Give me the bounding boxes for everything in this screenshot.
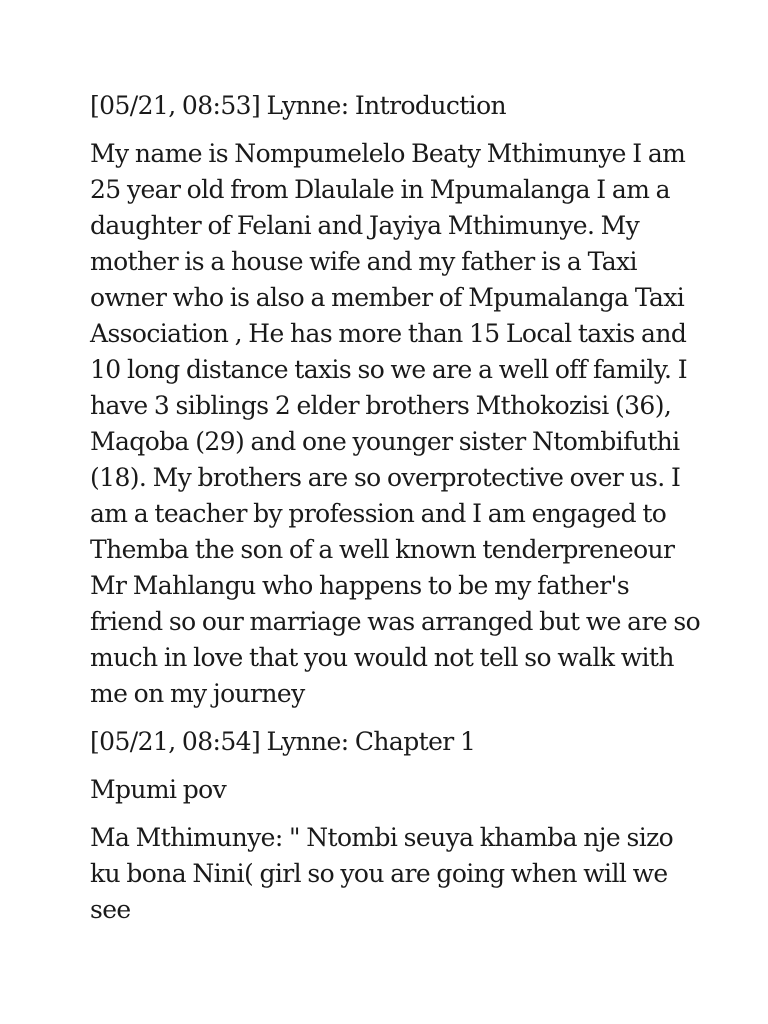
introduction-paragraph: My name is Nompumelelo Beaty Mthimunye I am 25 year old from Dlaulale in Mpumalanga I am a daughter of Felani and Jayiya Mthimunye. My mother is a house wife and my father is a Taxi owner who is also a member of Mpumalanga Taxi Association , He has more than 15 Local taxis and 10 long distance taxis so we are a well off family. I have 3 siblings 2 elder brothers Mthokozisi (36), Maqoba (29) and one younger sister Ntombifuthi (18). My brothers are so overprotective over us. I am a teacher by profession and I am engaged to Themba the son of a well known tenderpreneour Mr Mahlangu who happens to be my father's friend so our marriage was arranged but we are so much in love that you would not tell so walk with me on my journey — [90, 139, 701, 708]
message-header-introduction: [05/21, 08:53] Lynne: Introduction — [90, 91, 507, 120]
document-page — [90, 88, 702, 940]
dialogue-paragraph: Ma Mthimunye: " Ntombi seuya khamba nje sizo ku bona Nini( girl so you are going when will we see — [90, 823, 674, 924]
message-header-chapter-1: [05/21, 08:54] Lynne: Chapter 1 — [90, 727, 476, 756]
pov-label: Mpumi pov — [90, 775, 227, 804]
